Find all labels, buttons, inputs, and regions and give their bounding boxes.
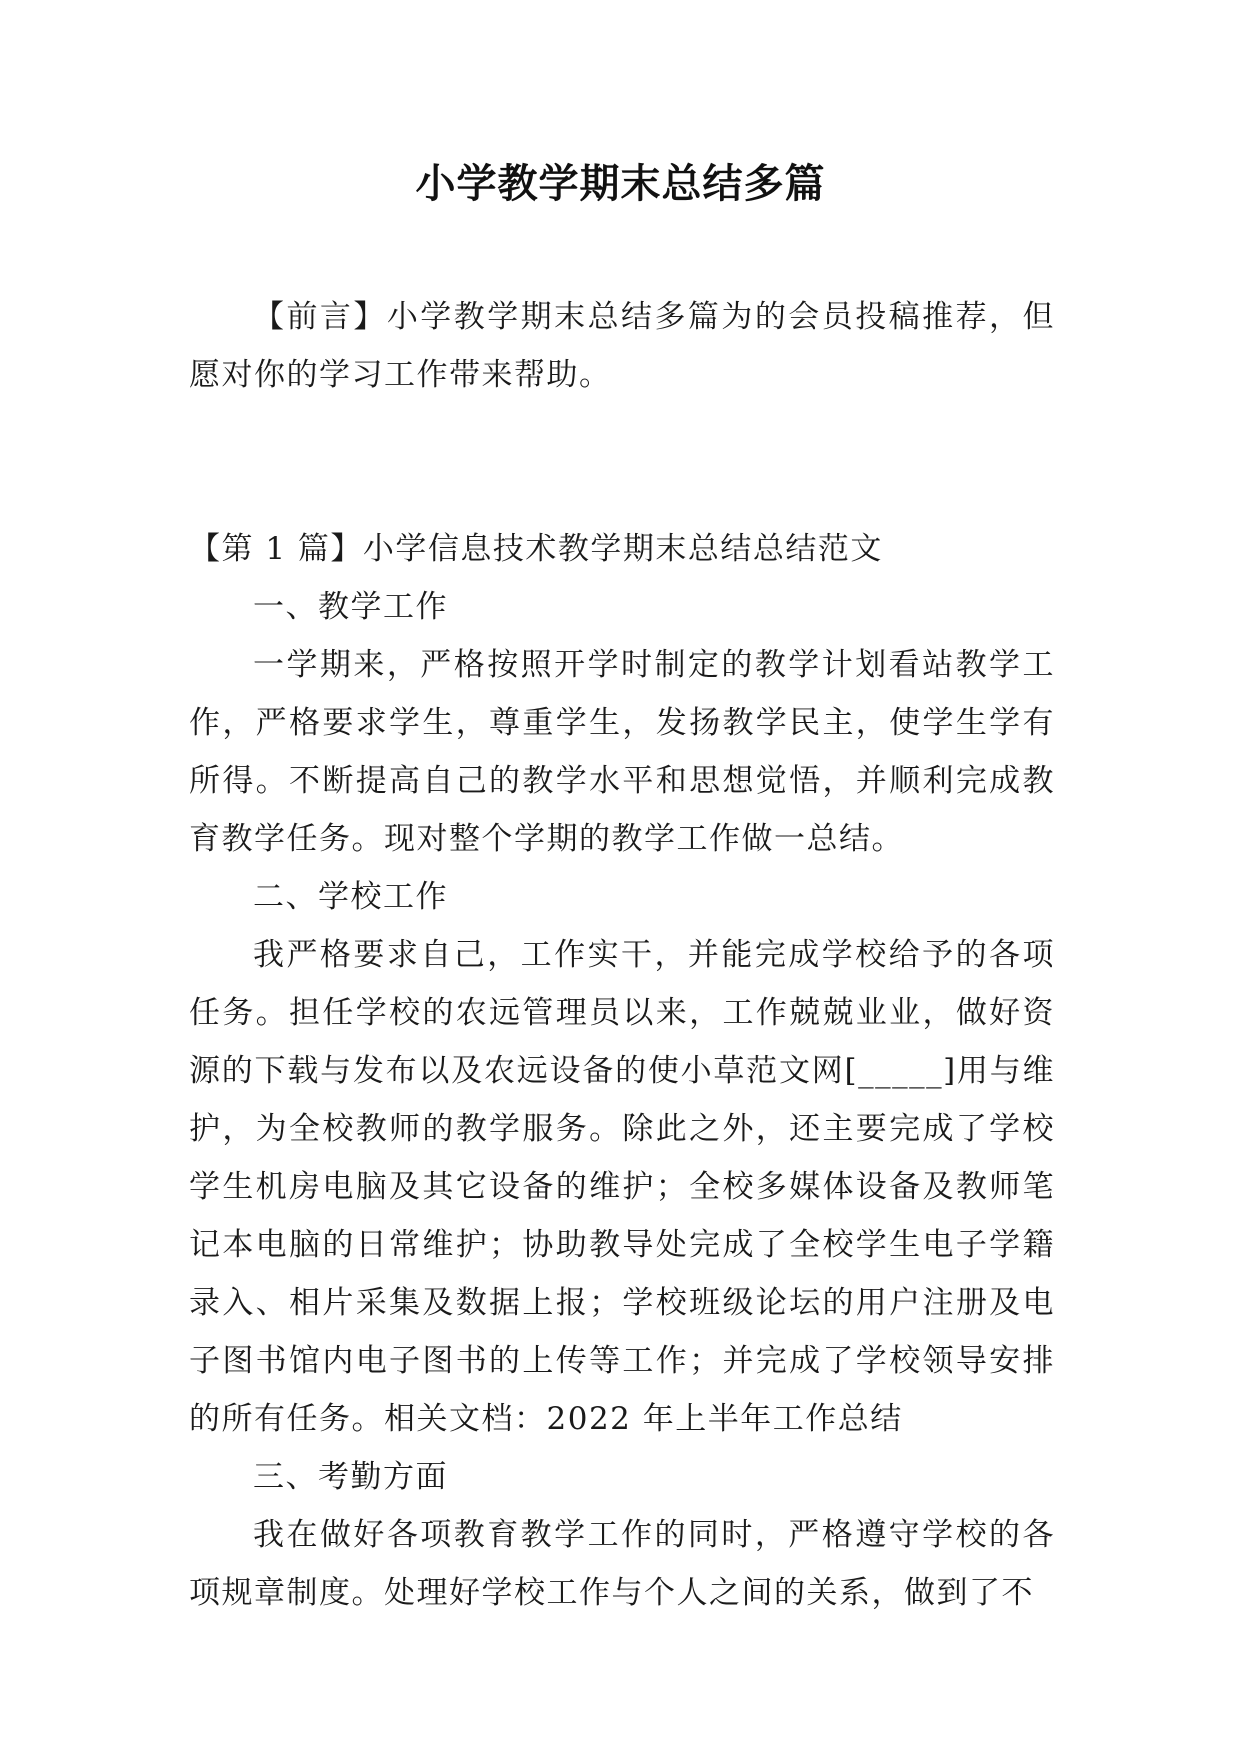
document-title: 小学教学期末总结多篇: [415, 161, 826, 207]
document-body: [189, 288, 1055, 1622]
section-heading-attendance: 三、考勤方面: [253, 1459, 448, 1495]
section-body-attendance: 我在做好各项教育教学工作的同时，严格遵守学校的各项规章制度。处理好学校工作与个人之间的关系，做到了不: [189, 1517, 1055, 1611]
section-body-teaching: 一学期来，严格按照开学时制定的教学计划看站教学工作，严格要求学生，尊重学生，发扬教学民主，使学生学有所得。不断提高自己的教学水平和思想觉悟，并顺利完成教育教学任务。现对整个学期的教学工作做一总结。: [189, 647, 1055, 857]
paragraph-spacer: [189, 404, 1055, 520]
section-heading-teaching: 一、教学工作: [253, 589, 448, 625]
preface-paragraph: 【前言】小学教学期末总结多篇为的会员投稿推荐，但愿对你的学习工作带来帮助。: [189, 299, 1055, 393]
section-heading-school-work: 二、学校工作: [253, 879, 448, 915]
section-body-school-work: 我严格要求自己，工作实干，并能完成学校给予的各项任务。担任学校的农远管理员以来，工作兢兢业业，做好资源的下载与发布以及农远设备的使小草范文网[_____]用与维护，为全校教师的教学服务。除此之外，还主要完成了学校学生机房电脑及其它设备的维护；全校多媒体设备及教师笔记本电脑的日常维护；协助教导处完成了全校学生电子学籍录入、相片采集及数据上报；学校班级论坛的用户注册及电子图书馆内电子图书的上传等工作；并完成了学校领导安排的所有任务。相关文档：2022 年上半年工作总结: [189, 937, 1055, 1437]
article-heading: 【第 1 篇】小学信息技术教学期末总结总结范文: [189, 531, 883, 567]
